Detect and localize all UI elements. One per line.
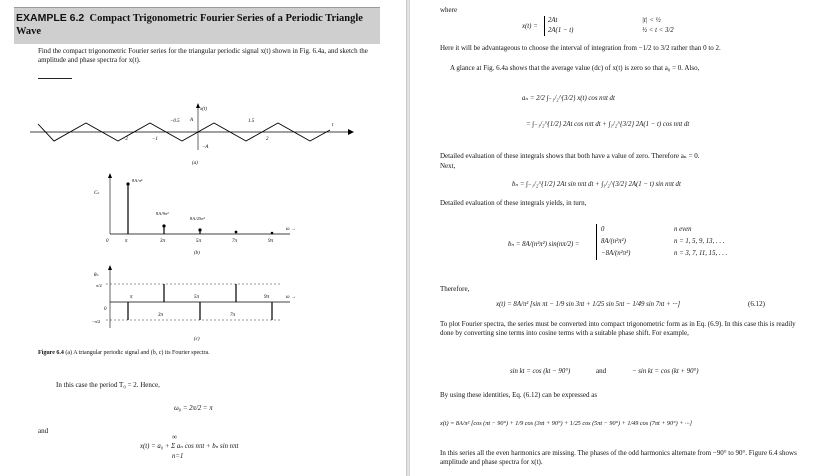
figure-caption [38, 349, 378, 358]
cn-axis-arrow [108, 173, 112, 178]
xt-definition-label: x(t) = [522, 23, 538, 30]
tick-2: 2 [266, 137, 269, 142]
spectral-dot-3 [162, 224, 165, 227]
series-limit-bottom: n=1 [172, 453, 184, 460]
identity-and: and [596, 367, 607, 375]
theta-axis-arrow [108, 265, 112, 270]
tick-15: 1.5 [248, 119, 255, 124]
bn-conditions [674, 224, 727, 260]
b-tick-pi: π [125, 239, 128, 244]
label-thetan: θₙ [94, 273, 99, 278]
bn-cond-0: n even [674, 226, 692, 233]
equation-number: (6.12) [748, 300, 765, 308]
tick-minus05: −0.5 [170, 119, 180, 124]
piecewise-cond-2: ½ < t < 3/2 [642, 27, 674, 34]
c-omega-arrow: ω → [286, 295, 296, 300]
interval-text: Here it will be advantageous to choose the interval of integration from −1/2 to 3/2 rather than 0 to 2. [440, 44, 721, 52]
bn-equation: bₙ = ∫₋₁/₂^{1/2} 2At sin nπt dt + ∫₁/₂^{3/2} 2A(1 − t) sin nπt dt [512, 181, 681, 188]
example-heading: Compact Trigonometric Fourier Series of a Periodic Triangle Wave [16, 13, 363, 37]
spectral-dot-5 [198, 228, 201, 231]
c-tick-7pi: 7π [230, 313, 236, 318]
c-tick-9pi: 9π [264, 295, 270, 300]
example-header [14, 7, 380, 44]
b-tick-7pi: 7π [232, 239, 238, 244]
figure-c-phase-spectrum [90, 262, 310, 344]
spectral-dot-1 [126, 182, 129, 185]
series-equation: x(t) = a₀ + Σ aₙ cos nπt + bₙ sin nπt [140, 443, 239, 450]
caption-text: (a) A triangular periodic signal and (b, c) its Fourier spectra. [65, 350, 210, 356]
xt-sine-series: x(t) = 8A/π² [sin πt − 1/9 sin 3πt + 1/25 sin 5πt − 1/49 sin 7πt + ···] [496, 301, 681, 308]
bn-cases [596, 224, 630, 260]
tick-minus1: −1 [152, 137, 158, 142]
b-omega-arrow: ω → [286, 227, 296, 232]
label-c-neg: −π/2 [92, 319, 101, 324]
label-c-pos: π/2 [96, 283, 102, 288]
detail2-text: Detailed evaluation of these integrals yields, in turn, [440, 199, 587, 207]
bn-cond-1: n = 1, 5, 9, 13, . . . [674, 238, 725, 245]
spectral-dot-9 [271, 232, 274, 235]
label-A: A [190, 118, 194, 123]
using-text: By using these identities, Eq. (6.12) can be expressed as [440, 391, 598, 399]
spectral-dot-7 [235, 231, 238, 234]
next-text: Next, [440, 162, 456, 170]
figure-a-triangle-wave [30, 102, 360, 166]
piecewise-conditions [642, 16, 674, 36]
label-b-mid2: 8A/25π² [190, 216, 205, 221]
label-cn: Cₙ [94, 191, 100, 196]
b-tick-3pi: 3π [160, 239, 166, 244]
where-text: where [440, 6, 458, 14]
figure-b-amplitude-spectrum [90, 172, 310, 258]
xt-cosine-series: x(t) = 8A/π² [cos (πt − 90°) + 1/9 cos (3πt + 90°) + 1/25 cos (5πt − 90°) + 1/49 cos (7πt + 90°) + ···] [440, 420, 692, 427]
therefore-text: Therefore, [440, 285, 470, 293]
bn-result-left: bₙ = 8A/(n²π²) sin(nπ/2) = [508, 241, 580, 248]
c-tick-5pi: 5π [194, 295, 200, 300]
caption-label: Figure 6.4 [38, 350, 64, 356]
bn-case-0: 0 [601, 226, 605, 233]
piecewise-case-2: 2A(1 − t) [548, 27, 574, 34]
label-xt: x(t) [200, 107, 207, 112]
fig-b-caption-label: (b) [194, 251, 200, 256]
c-tick-pi: π [130, 295, 133, 300]
separator-rule [38, 78, 72, 79]
label-b-top: 8A/π² [132, 178, 143, 183]
identity-1: sin kt = cos (kt − 90°) [510, 368, 571, 375]
label-t: t [332, 123, 334, 128]
label-b-mid1: 8A/9π² [156, 211, 169, 216]
omega-equation: ω₀ = 2π/2 = π [174, 405, 213, 412]
dc-text: A glance at Fig. 6.4a shows that the average value (dc) of x(t) is zero so that a₀ = 0. Also, [450, 64, 700, 72]
piecewise-case-1: 2At [548, 17, 558, 24]
series-limit-top: ∞ [172, 434, 177, 441]
example-label: EXAMPLE 6.2 [16, 12, 85, 24]
identity-2: − sin kt = cos (kt + 90°) [632, 368, 699, 375]
final-text: In this series all the even harmonics are missing. The phases of the odd harmonics alternate from −90° to 90°. Figure 6.4 shows amplitude and phase spectra for x(t). [440, 449, 797, 466]
right-page [410, 0, 819, 476]
b-tick-9pi: 9π [268, 239, 274, 244]
plot-text: To plot Fourier spectra, the series must be converted into compact trigonometric form as in Eq. (6.9). In this case this is readily done by converting sine terms into cosine terms with a suitable phase shift. For example, [440, 320, 796, 337]
fig-c-caption-label: (c) [194, 337, 200, 342]
piecewise-cond-1: |t| < ½ [642, 17, 661, 24]
period-text: In this case the period T₀ = 2. Hence, [56, 381, 160, 389]
example-title [16, 12, 376, 38]
bn-cond-2: n = 3, 7, 11, 15, . . . [674, 250, 728, 257]
detail-text: Detailed evaluation of these integrals shows that both have a value of zero. Therefore aₙ = 0. [440, 152, 700, 160]
b-tick-0: 0 [106, 239, 109, 244]
problem-statement: Find the compact trigonometric Fourier series for the triangular periodic signal x(t) shown in Fig. 6.4a, and sketch the amplitude and phase spectra for x(t). [38, 47, 368, 64]
label-negA: −A [202, 145, 209, 150]
c-tick-3pi: 3π [158, 313, 164, 318]
xt-piecewise [544, 16, 573, 36]
b-tick-5pi: 5π [196, 239, 202, 244]
time-axis-arrow [348, 129, 354, 135]
tick-minus2: −2 [122, 137, 128, 142]
c-tick-0: 0 [104, 307, 107, 312]
fig-a-caption-label: (a) [192, 161, 198, 166]
bn-case-2: −8A/(n²π²) [601, 250, 631, 257]
bn-case-1: 8A/(n²π²) [601, 238, 626, 245]
an-equation-1: aₙ = 2/2 ∫₋₁/₂^{3/2} x(t) cos nπt dt [522, 95, 615, 102]
and-text: and [38, 427, 49, 435]
an-equation-2: = ∫₋₁/₂^{1/2} 2At cos nπt dt + ∫₁/₂^{3/2} 2A(1 − t) cos nπt dt [526, 121, 690, 128]
